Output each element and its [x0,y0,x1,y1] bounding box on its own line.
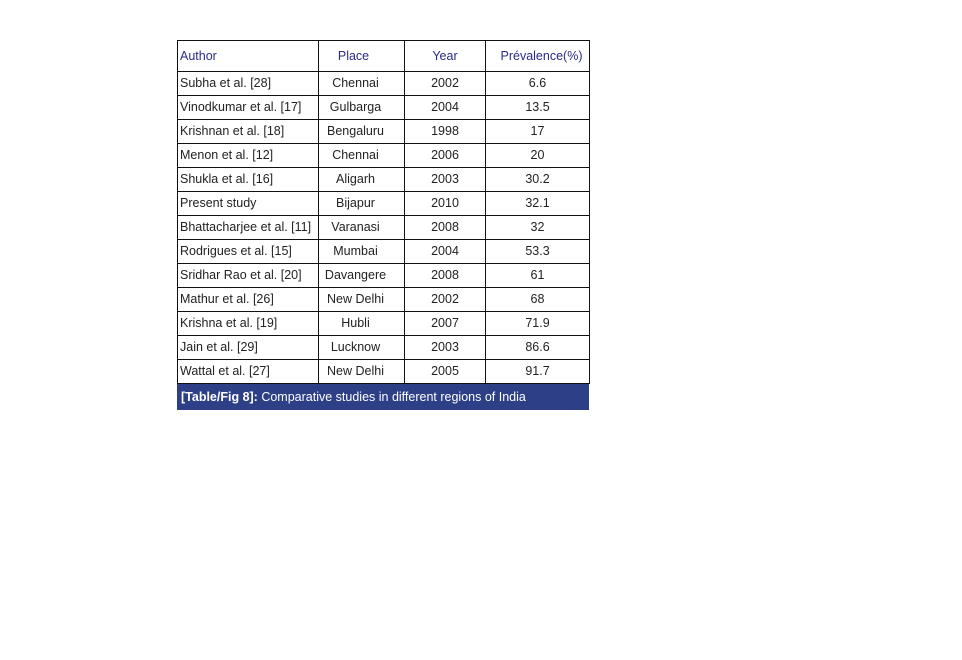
cell-place: Bijapur [319,192,405,216]
cell-prevalence: 30.2 [486,168,590,192]
cell-place: Lucknow [319,336,405,360]
cell-author: Vinodkumar et al. [17] [178,96,319,120]
header-prevalence: Prévalence(%) [486,41,590,72]
cell-year: 2004 [405,96,486,120]
cell-author: Krishna et al. [19] [178,312,319,336]
cell-author: Shukla et al. [16] [178,168,319,192]
header-year: Year [405,41,486,72]
table-row [178,312,590,336]
table-row [178,336,590,360]
cell-year: 2002 [405,72,486,96]
cell-year: 2010 [405,192,486,216]
cell-place: New Delhi [319,288,405,312]
cell-author: Present study [178,192,319,216]
cell-place: Bengaluru [319,120,405,144]
table-row [178,192,590,216]
table-body [178,72,590,384]
table-row [178,288,590,312]
cell-place: Gulbarga [319,96,405,120]
cell-author: Krishnan et al. [18] [178,120,319,144]
cell-place: Chennai [319,144,405,168]
table-row [178,96,590,120]
cell-place: Varanasi [319,216,405,240]
cell-year: 2005 [405,360,486,384]
cell-prevalence: 17 [486,120,590,144]
cell-author: Subha et al. [28] [178,72,319,96]
cell-year: 2006 [405,144,486,168]
caption-text: Comparative studies in different regions of India [257,390,526,404]
cell-author: Bhattacharjee et al. [11] [178,216,319,240]
cell-place: Davangere [319,264,405,288]
caption-label: [Table/Fig 8]: [181,390,258,404]
comparative-studies-table-figure [177,40,589,410]
cell-year: 2008 [405,216,486,240]
cell-author: Menon et al. [12] [178,144,319,168]
cell-place: New Delhi [319,360,405,384]
table-row [178,240,590,264]
cell-year: 2003 [405,336,486,360]
table-row [178,216,590,240]
cell-prevalence: 32.1 [486,192,590,216]
cell-place: Hubli [319,312,405,336]
cell-prevalence: 53.3 [486,240,590,264]
cell-prevalence: 32 [486,216,590,240]
cell-author: Rodrigues et al. [15] [178,240,319,264]
cell-year: 2008 [405,264,486,288]
table-row [178,72,590,96]
table-row [178,168,590,192]
cell-place: Mumbai [319,240,405,264]
header-author: Author [178,41,319,72]
cell-year: 2002 [405,288,486,312]
cell-prevalence: 6.6 [486,72,590,96]
cell-author: Mathur et al. [26] [178,288,319,312]
cell-prevalence: 13.5 [486,96,590,120]
table-row [178,144,590,168]
cell-year: 2007 [405,312,486,336]
cell-place: Chennai [319,72,405,96]
cell-prevalence: 61 [486,264,590,288]
cell-prevalence: 71.9 [486,312,590,336]
cell-prevalence: 86.6 [486,336,590,360]
table-row [178,120,590,144]
table-row [178,264,590,288]
cell-author: Sridhar Rao et al. [20] [178,264,319,288]
table-row [178,360,590,384]
comparative-studies-table [177,40,590,384]
header-place: Place [319,41,405,72]
cell-author: Wattal et al. [27] [178,360,319,384]
cell-prevalence: 20 [486,144,590,168]
table-caption [177,384,589,410]
cell-year: 2004 [405,240,486,264]
cell-prevalence: 68 [486,288,590,312]
cell-author: Jain et al. [29] [178,336,319,360]
table-header-row [178,41,590,72]
cell-place: Aligarh [319,168,405,192]
cell-year: 2003 [405,168,486,192]
cell-year: 1998 [405,120,486,144]
cell-prevalence: 91.7 [486,360,590,384]
